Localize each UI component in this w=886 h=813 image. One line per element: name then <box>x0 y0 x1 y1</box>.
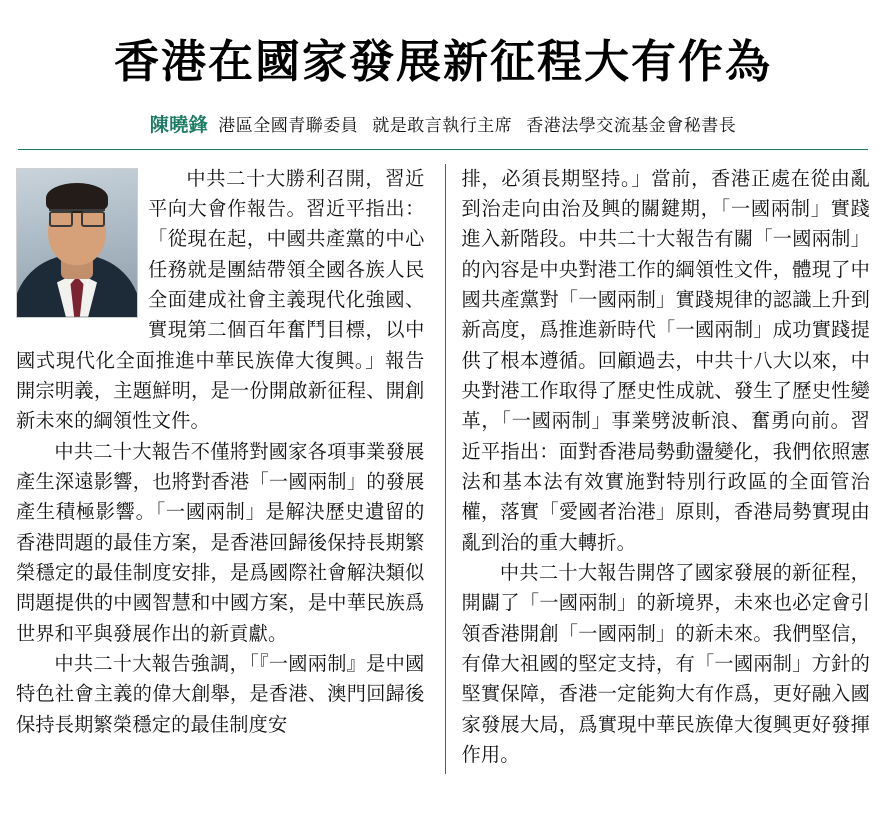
byline-author: 陳曉鋒 <box>149 113 209 136</box>
byline-role-3: 香港法學交流基金會秘書長 <box>526 115 737 136</box>
article-body <box>16 164 870 774</box>
header-divider <box>18 149 868 150</box>
column-left <box>16 164 437 774</box>
page-title: 香港在國家發展新征程大有作為 <box>113 35 772 88</box>
paragraph: 中共二十大報告強調，「『一國兩制』是中國特色社會主義的偉大創舉，是香港、澳門回歸後保持長期繁榮穩定的最佳制度安 <box>16 652 425 736</box>
byline <box>16 110 870 137</box>
column-right <box>445 164 871 774</box>
author-portrait <box>16 168 138 318</box>
paragraph: 排，必須長期堅持。」當前，香港正處在從由亂到治走向由治及興的關鍵期，「一國兩制」實踐進入新階段。中共二十大報告有關「一國兩制」的內容是中央對港工作的綱領性文件，體現了中國共產黨對「一國兩制」實踐規律的認識上升到新高度，爲推進新時代「一國兩制」成功實踐提供了根本遵循。回顧過去，中共十八大以來，中央對港工作取得了歷史性成就、發生了歷史性變革，「一國兩制」事業劈波斬浪、奮勇向前。習近平指出：面對香港局勢動盪變化，我們依照憲法和基本法有效實施對特別行政區的全面管治權，落實「愛國者治港」原則，香港局勢實現由亂到治的重大轉折。 <box>461 166 870 554</box>
byline-roles <box>218 116 736 136</box>
paragraph: 中共二十大勝利召開，習近平向大會作報告。習近平指出：「從現在起，中國共產黨的中心任務就是團結帶領全國各族人民全面建成社會主義現代化強國、實現第二個百年奮鬥目標，以中國式現代化全面推進中華民族偉大復興。」報告開宗明義，主題鮮明，是一份開啟新征程、開創新未來的綱領性文件。 <box>16 166 425 433</box>
paragraph: 中共二十大報告不僅將對國家各項事業發展產生深遠影響，也將對香港「一國兩制」的發展產生積極影響。「一國兩制」是解決歷史遺留的香港問題的最佳方案，是香港回歸後保持長期繁榮穩定的最佳制度安排，是爲國際社會解決類似問題提供的中國智慧和中國方案，是中華民族爲世界和平與發展作出的新貢獻。 <box>16 439 425 645</box>
paragraph: 中共二十大報告開啓了國家發展的新征程，開闢了「一國兩制」的新境界，未來也必定會引領香港開創「一國兩制」的新未來。我們堅信，有偉大祖國的堅定支持，有「一國兩制」方針的堅實保障，香港一定能夠大有作爲，更好融入國家發展大局，爲實現中華民族偉大復興更好發揮作用。 <box>461 561 870 766</box>
article-page <box>0 36 886 813</box>
glasses-icon <box>49 209 105 225</box>
byline-role-2: 就是敢言執行主席 <box>372 115 513 136</box>
byline-role-1: 港區全國青聯委員 <box>218 115 359 136</box>
